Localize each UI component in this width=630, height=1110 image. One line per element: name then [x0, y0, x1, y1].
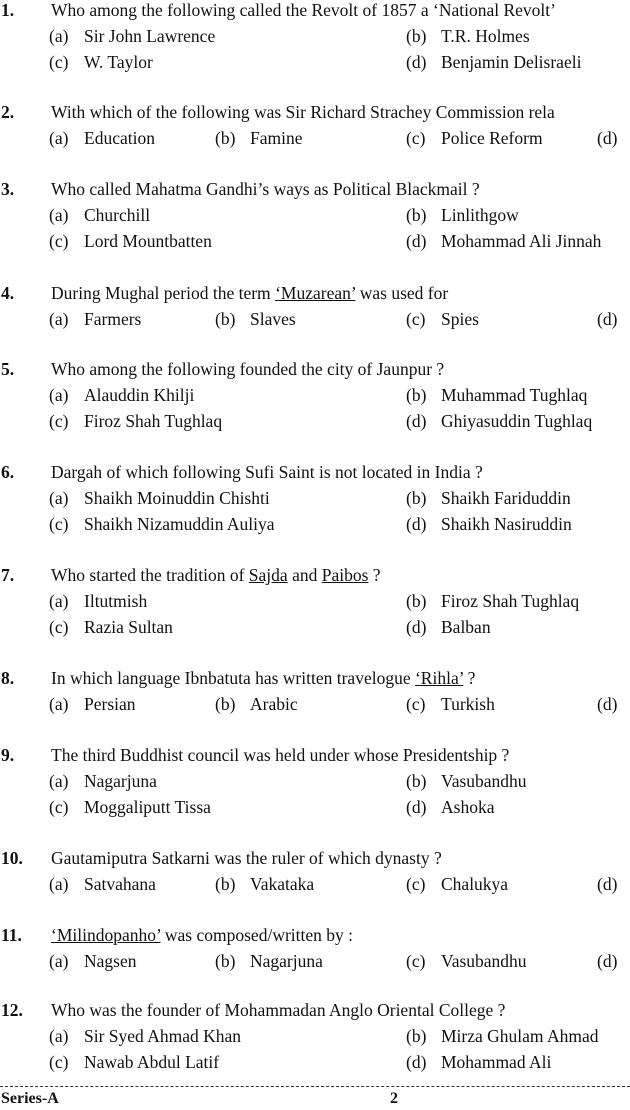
option-letter: (d) — [597, 128, 618, 148]
option-text: Lord Mountbatten — [84, 231, 212, 251]
option-letter: (b) — [406, 591, 427, 611]
option-d — [406, 614, 491, 640]
options-row — [0, 228, 630, 254]
option-text: Shaikh Moinuddin Chishti — [84, 488, 270, 508]
option-a — [49, 202, 150, 228]
option-letter: (a) — [49, 205, 69, 225]
question-text: With which of the following was Sir Richard Strachey Commission rela — [51, 102, 555, 122]
option-text: Iltutmish — [84, 591, 148, 611]
option-b — [406, 1023, 598, 1049]
option-text: Mohammad Ali — [441, 1052, 552, 1072]
option-a — [49, 588, 147, 614]
option-letter: (d) — [406, 231, 427, 251]
question-text: During Mughal period the term ‘Muzarean’ was used for — [51, 283, 449, 303]
option-text: Linlithgow — [441, 205, 519, 225]
option-letter: (b) — [215, 309, 236, 329]
question-number: 1. — [1, 0, 15, 20]
option-text: Vakataka — [250, 874, 315, 894]
option-text: Shaikh Fariduddin — [441, 488, 571, 508]
option-a — [49, 1023, 241, 1049]
option-letter: (b) — [406, 1026, 427, 1046]
option-text: Sir Syed Ahmad Khan — [84, 1026, 242, 1046]
option-b — [215, 691, 298, 717]
question-text: The third Buddhist council was held under whose Presidentship ? — [51, 745, 510, 765]
options-row — [0, 948, 630, 974]
question-text: Who among the following called the Revolt of 1857 a ‘National Revolt’ — [51, 0, 556, 20]
option-letter: (c) — [49, 514, 69, 534]
option-letter: (d) — [406, 617, 427, 637]
question-number: 5. — [1, 359, 15, 379]
series-label: Series-A — [1, 1090, 59, 1107]
page-number: 2 — [390, 1090, 398, 1107]
options-row — [0, 588, 630, 614]
option-letter: (a) — [49, 694, 69, 714]
option-letter: (c) — [49, 52, 69, 72]
option-text: Shaikh Nasiruddin — [441, 514, 572, 534]
option-c — [406, 871, 508, 897]
option-letter: (a) — [49, 26, 69, 46]
options-row — [0, 794, 630, 820]
question-text: Gautamiputra Satkarni was the ruler of which dynasty ? — [51, 848, 442, 868]
option-letter: (c) — [49, 1052, 69, 1072]
options-row — [0, 202, 630, 228]
underlined-term: ‘Rihla’ — [414, 668, 464, 688]
option-text: Razia Sultan — [84, 617, 173, 637]
option-text: Sir John Lawrence — [84, 26, 216, 46]
option-text: Satvahana — [84, 874, 156, 894]
option-a — [49, 306, 141, 332]
option-text: Nagarjuna — [250, 951, 323, 971]
option-text: Arabic — [250, 694, 298, 714]
option-d — [406, 794, 494, 820]
question-text: In which language Ibnbatuta has written travelogue ‘Rihla’ ? — [51, 668, 476, 688]
option-text: Vasubandhu — [441, 951, 527, 971]
question-text: Who was the founder of Mohammadan Anglo Oriental College ? — [51, 1000, 506, 1020]
options-row — [0, 49, 630, 75]
option-letter: (b) — [406, 771, 427, 791]
option-text: Ghiyasuddin Tughlaq — [441, 411, 593, 431]
options-row — [0, 871, 630, 897]
option-letter: (d) — [406, 52, 427, 72]
option-a — [49, 871, 156, 897]
option-letter: (c) — [406, 951, 426, 971]
question-text: Who started the tradition of Sajda and Paibos ? — [51, 565, 381, 585]
option-letter: (b) — [406, 385, 427, 405]
question-number: 3. — [1, 179, 15, 199]
option-b — [406, 202, 519, 228]
option-letter: (a) — [49, 874, 69, 894]
option-letter: (c) — [49, 797, 69, 817]
option-d — [597, 871, 617, 897]
option-c — [49, 228, 212, 254]
option-letter: (b) — [215, 694, 236, 714]
option-d — [597, 125, 617, 151]
question-number: 9. — [1, 745, 15, 765]
option-letter: (d) — [406, 1052, 427, 1072]
option-text: Benjamin Delisraeli — [441, 52, 582, 72]
option-b — [215, 125, 303, 151]
option-text: Turkish — [441, 694, 495, 714]
option-letter: (d) — [597, 309, 618, 329]
question-number: 6. — [1, 462, 15, 482]
question-number: 11. — [1, 925, 22, 945]
option-letter: (b) — [215, 951, 236, 971]
option-c — [49, 1049, 219, 1075]
option-text: Persian — [84, 694, 136, 714]
question-number: 4. — [1, 283, 15, 303]
options-row — [0, 485, 630, 511]
option-text: Education — [84, 128, 155, 148]
option-d — [597, 948, 617, 974]
option-letter: (a) — [49, 488, 69, 508]
footer-divider — [0, 1086, 630, 1087]
option-text: W. Taylor — [84, 52, 153, 72]
option-letter: (d) — [597, 694, 618, 714]
option-letter: (d) — [406, 797, 427, 817]
option-letter: (c) — [406, 874, 426, 894]
option-text: Muhammad Tughlaq — [441, 385, 588, 405]
option-letter: (d) — [597, 874, 618, 894]
option-letter: (b) — [406, 26, 427, 46]
option-letter: (a) — [49, 1026, 69, 1046]
option-d — [597, 691, 617, 717]
option-c — [406, 948, 527, 974]
option-letter: (b) — [215, 874, 236, 894]
option-a — [49, 382, 194, 408]
options-row — [0, 1049, 630, 1075]
option-text: Firoz Shah Tughlaq — [84, 411, 223, 431]
option-text: Nawab Abdul Latif — [84, 1052, 220, 1072]
option-letter: (a) — [49, 951, 69, 971]
option-b — [406, 768, 527, 794]
options-row — [0, 1023, 630, 1049]
underlined-term: ‘Milindopanho’ — [51, 925, 161, 945]
option-text: Mirza Ghulam Ahmad — [441, 1026, 599, 1046]
option-letter: (c) — [406, 128, 426, 148]
option-b — [406, 485, 571, 511]
option-b — [406, 588, 579, 614]
option-text: Alauddin Khilji — [84, 385, 195, 405]
question-text: Dargah of which following Sufi Saint is not located in India ? — [51, 462, 483, 482]
option-a — [49, 768, 157, 794]
option-c — [49, 794, 211, 820]
option-d — [406, 511, 572, 537]
option-letter: (b) — [215, 128, 236, 148]
option-c — [406, 691, 495, 717]
option-d — [406, 408, 592, 434]
option-letter: (c) — [406, 694, 426, 714]
underlined-term: Sajda — [248, 565, 288, 585]
option-letter: (c) — [49, 617, 69, 637]
option-b — [406, 382, 587, 408]
option-text: Nagarjuna — [84, 771, 157, 791]
option-letter: (a) — [49, 385, 69, 405]
options-row — [0, 408, 630, 434]
option-c — [406, 306, 479, 332]
options-row — [0, 691, 630, 717]
question-text: Who called Mahatma Gandhi’s ways as Political Blackmail ? — [51, 179, 480, 199]
option-d — [406, 49, 581, 75]
option-b — [406, 23, 530, 49]
option-c — [49, 614, 173, 640]
option-text: Ashoka — [441, 797, 495, 817]
option-letter: (d) — [406, 514, 427, 534]
option-a — [49, 948, 136, 974]
question-number: 8. — [1, 668, 15, 688]
option-letter: (a) — [49, 771, 69, 791]
option-letter: (b) — [406, 488, 427, 508]
question-number: 2. — [1, 102, 15, 122]
option-text: Chalukya — [441, 874, 509, 894]
option-text: Slaves — [250, 309, 296, 329]
option-letter: (a) — [49, 128, 69, 148]
option-text: Balban — [441, 617, 491, 637]
option-text: Shaikh Nizamuddin Auliya — [84, 514, 275, 534]
options-row — [0, 23, 630, 49]
option-a — [49, 125, 155, 151]
option-text: Mohammad Ali Jinnah — [441, 231, 602, 251]
question-text: Who among the following founded the city of Jaunpur ? — [51, 359, 445, 379]
question-number: 7. — [1, 565, 15, 585]
options-row — [0, 768, 630, 794]
option-text: Police Reform — [441, 128, 543, 148]
option-c — [49, 511, 275, 537]
option-d — [406, 228, 601, 254]
underlined-term: Paibos — [321, 565, 369, 585]
option-letter: (d) — [406, 411, 427, 431]
option-c — [49, 408, 222, 434]
options-row — [0, 382, 630, 408]
option-text: Famine — [250, 128, 303, 148]
option-letter: (b) — [406, 205, 427, 225]
option-d — [406, 1049, 551, 1075]
question-number: 12. — [1, 1000, 23, 1020]
option-a — [49, 691, 136, 717]
option-b — [215, 306, 296, 332]
options-row — [0, 306, 630, 332]
option-letter: (c) — [49, 231, 69, 251]
options-row — [0, 614, 630, 640]
option-text: Nagsen — [84, 951, 137, 971]
option-b — [215, 871, 314, 897]
option-d — [597, 306, 617, 332]
options-row — [0, 125, 630, 151]
option-text: Firoz Shah Tughlaq — [441, 591, 580, 611]
options-row — [0, 511, 630, 537]
question-text: ‘Milindopanho’ was composed/written by : — [51, 925, 353, 945]
option-text: T.R. Holmes — [441, 26, 530, 46]
option-c — [406, 125, 543, 151]
option-letter: (a) — [49, 591, 69, 611]
underlined-term: ‘Muzarean’ — [275, 283, 356, 303]
option-text: Moggaliputt Tissa — [84, 797, 211, 817]
option-letter: (c) — [406, 309, 426, 329]
option-text: Farmers — [84, 309, 142, 329]
option-letter: (c) — [49, 411, 69, 431]
option-a — [49, 485, 270, 511]
option-text: Vasubandhu — [441, 771, 527, 791]
option-b — [215, 948, 323, 974]
question-number: 10. — [1, 848, 23, 868]
option-text: Spies — [441, 309, 479, 329]
option-c — [49, 49, 153, 75]
option-text: Churchill — [84, 205, 151, 225]
option-letter: (a) — [49, 309, 69, 329]
option-letter: (d) — [597, 951, 618, 971]
option-a — [49, 23, 215, 49]
